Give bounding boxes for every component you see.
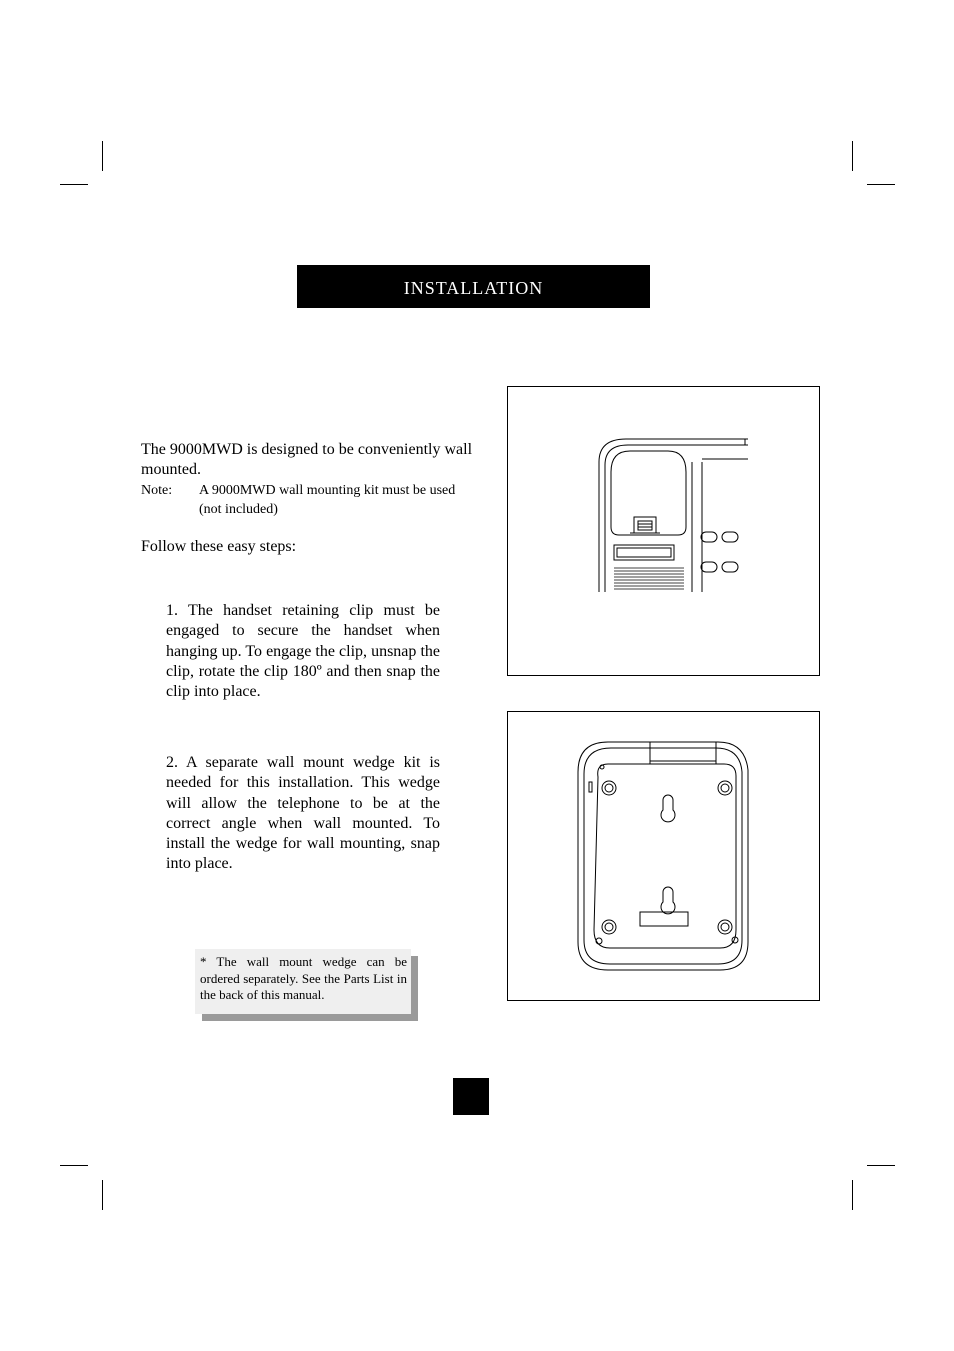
crop-mark-top-right-horizontal bbox=[867, 184, 895, 185]
crop-mark-top-right-vertical bbox=[852, 141, 853, 171]
phone-top-illustration bbox=[508, 387, 819, 675]
crop-mark-bottom-right-vertical bbox=[852, 1180, 853, 1210]
step-2: 2. A separate wall mount wedge kit is needed for this installation. This wedge will allow the telephone to be at the correct angle when wall mounted. To install the wedge for wall mounting, snap into place. bbox=[166, 754, 440, 873]
crop-mark-bottom-left-horizontal bbox=[60, 1165, 88, 1166]
crop-mark-bottom-right-horizontal bbox=[867, 1165, 895, 1166]
step-1: 1. The handset retaining clip must be engaged to secure the handset when hanging up. To engage the clip, unsnap the clip, rotate the clip 180º and then snap the clip into place. bbox=[166, 602, 440, 701]
crop-mark-top-left-vertical bbox=[102, 141, 103, 171]
phone-bottom-illustration bbox=[508, 712, 819, 1000]
note-text: A 9000MWD wall mounting kit must be used (not included) bbox=[199, 483, 456, 517]
crop-mark-bottom-left-vertical bbox=[102, 1180, 103, 1210]
figure-handset-clip bbox=[507, 386, 820, 676]
page-number-block bbox=[453, 1078, 489, 1115]
callout-box: * The wall mount wedge can be ordered separately. See the Parts List in the back of this manual. bbox=[195, 949, 411, 1014]
note-label: Note: bbox=[141, 483, 173, 498]
figure-wall-mount-wedge bbox=[507, 711, 820, 1001]
crop-mark-top-left-horizontal bbox=[60, 184, 88, 185]
follow-steps-text: Follow these easy steps: bbox=[141, 538, 297, 555]
page-title: installation bbox=[297, 265, 650, 308]
intro-paragraph: The 9000MWD is designed to be conveniently wall mounted. bbox=[141, 441, 473, 478]
